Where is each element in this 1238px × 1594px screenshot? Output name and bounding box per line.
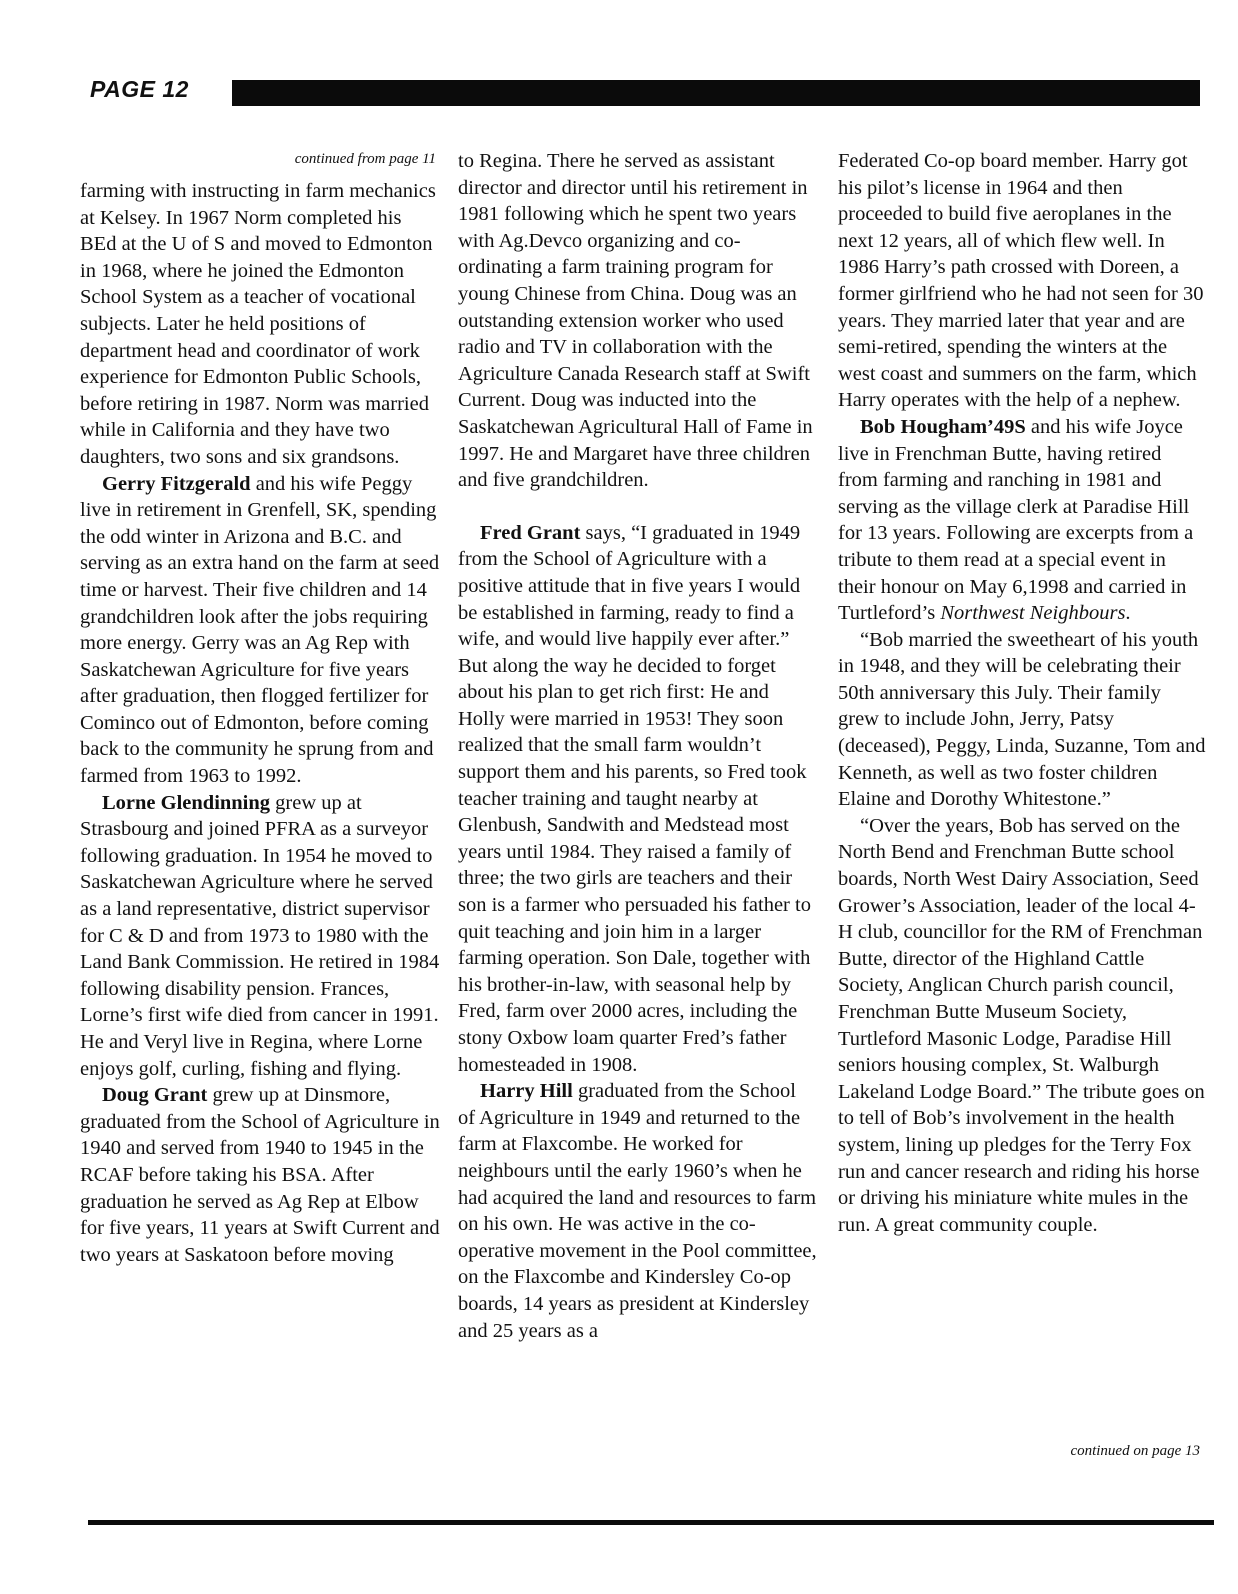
name-lorne-glendinning: Lorne Glendinning [102,791,271,814]
column-1 [80,148,442,1268]
column-3 [838,148,1206,1238]
paragraph-doug-grant [80,1082,442,1268]
text-gerry-fitzgerald: and his wife Peggy live in retirement in Grenfell, SK, spending the odd winter in Arizona and B.C. and serving as an extra hand on the farm at seed time or harvest. Their five children and 14 grandchildren look after the jobs requiring more energy. Gerry was an Ag Rep with Saskatchewan Agriculture for five years after graduation, then flogged fertilizer for Cominco out of Edmonton, before coming back to the community he sprung from and farmed from 1963 to 1992. [80,472,440,788]
paragraph-tribute-family: “Bob married the sweetheart of his youth in 1948, and they will be celebrating their 50th anniversary this July. Their family grew to include John, Jerry, Patsy (deceased), Peggy, Linda, Suzanne, Tom and Kenneth, as well as two foster children Elaine and Dorothy Whitestone.” [838,628,1206,811]
footer-rule [88,1520,1214,1525]
publication-title: Northwest Neighbours [940,602,1126,625]
paragraph-doug-grant-continued: to Regina. There he served as assistant director and director until his retirement in 1981 following which he spent two years with Ag.Devco organizing and co-ordinating a farm training program for young Chinese from China. Doug was an outstanding extension worker who used radio and TV in collaboration with the Agriculture Canada Research staff at Swift Current. Doug was inducted into the Saskatchewan Agricultural Hall of Fame in 1997. He and Margaret have three children and five grandchildren. [458,150,813,492]
name-doug-grant: Doug Grant [102,1084,208,1107]
text-harry-hill: graduated from the School of Agriculture in 1949 and returned to the farm at Flaxcombe. He worked for neighbours until the early 1960’s when he had acquired the land and resources to farm on his own. He was active in the co-operative movement in the Pool committee, on the Flaxcombe and Kindersley Co-op boards, 14 years as president at Kindersley and 25 years as a [458,1080,817,1342]
continued-on-note: continued on page 13 [1070,1443,1200,1459]
name-harry-hill: Harry Hill [480,1080,573,1103]
header-bar [232,80,1200,106]
name-fred-grant: Fred Grant [480,521,581,544]
text-bob-hougham-end: . [1125,602,1131,625]
paragraph-tribute-service: “Over the years, Bob has served on the North Bend and Frenchman Butte school boards, North West Dairy Association, Seed Grower’s Association, leader of the local 4-H club, councillor for the RM of Frenchman Butte, director of the Highland Cattle Society, Anglican Church parish council, Frenchman Butte Museum Society, Turtleford Masonic Lodge, Paradise Hill seniors housing complex, St. Walburgh Lakeland Lodge Board.” The tribute goes on to tell of Bob’s involvement in the health system, lining up pledges for the Terry Fox run and cancer research and riding his horse or driving his miniature white mules in the run. A great community couple. [838,814,1205,1236]
paragraph-norm: farming with instructing in farm mechanics at Kelsey. In 1967 Norm completed his BEd at the U of S and moved to Edmonton in 1968, where he joined the Edmonton School System as a teacher of vocational subjects. Later he held positions of department head and coordinator of work experience for Edmonton Public Schools, before retiring in 1987. Norm was married while in California and they have two daughters, two sons and six grandsons. [80,180,436,468]
paragraph-bob-hougham [838,414,1206,627]
continued-from-note: continued from page 11 [294,151,436,167]
paragraph-harry-hill-continued: Federated Co-op board member. Harry got his pilot’s license in 1964 and then proceeded to build five aeroplanes in the next 12 years, all of which flew well. In 1986 Harry’s path crossed with Doreen, a former girlfriend who he had not seen for 30 years. They married later that year and are semi-retired, spending the winters at the west coast and summers on the farm, which Harry operates with the help of a nephew. [838,150,1204,412]
text-doug-grant: grew up at Dinsmore, graduated from the School of Agriculture in 1940 and served from 1940 to 1945 in the RCAF before taking his BSA. After graduation he served as Ag Rep at Elbow for five years, 11 years at Swift Current and two years at Saskatoon before moving [80,1084,440,1266]
name-gerry-fitzgerald: Gerry Fitzgerald [102,472,251,495]
text-fred-grant: says, “I graduated in 1949 from the School of Agriculture with a positive attitude that in five years I would be established in farming, ready to find a wife, and would live happily ever after.” But along the way he decided to forget about his plan to get rich first: He and Holly were married in 1953! They soon realized that the small farm wouldn’t support them and his parents, so Fred took teacher training and taught nearby at Glenbush, Sandwith and Medstead most years until 1984. They raised a family of three; the two girls are teachers and their son is a farmer who persuaded his father to quit teaching and join him in a larger farming operation. Son Dale, together with his brother-in-law, with seasonal help by Fred, farm over 2000 acres, including the stony Oxbow loam quarter Fred’s father homesteaded in 1908. [458,521,811,1076]
name-bob-hougham: Bob Hougham’49S [860,415,1026,438]
paragraph-gerry-fitzgerald [80,471,442,790]
paragraph-fred-grant [458,520,818,1078]
paragraph-lorne-glendinning [80,790,442,1083]
text-lorne-glendinning: grew up at Strasbourg and joined PFRA as a surveyor following graduation. In 1954 he moved to Saskatchewan Agriculture where he served as a land representative, district supervisor for C & D and from 1973 to 1980 with the Land Bank Commission. He retired in 1984 following disability pension. Frances, Lorne’s first wife died from cancer in 1991. He and Veryl live in Regina, where Lorne enjoys golf, curling, fishing and flying. [80,791,440,1080]
paragraph-harry-hill [458,1078,818,1344]
column-2 [458,148,818,1344]
page-number-label: PAGE 12 [90,76,189,102]
text-bob-hougham: and his wife Joyce live in Frenchman Butte, having retired from farming and ranching in 1981 and serving as the village clerk at Paradise Hill for 13 years. Following are excerpts from a tribute to them read at a special event in their honour on May 6,1998 and carried in Turtleford’s [838,415,1194,625]
